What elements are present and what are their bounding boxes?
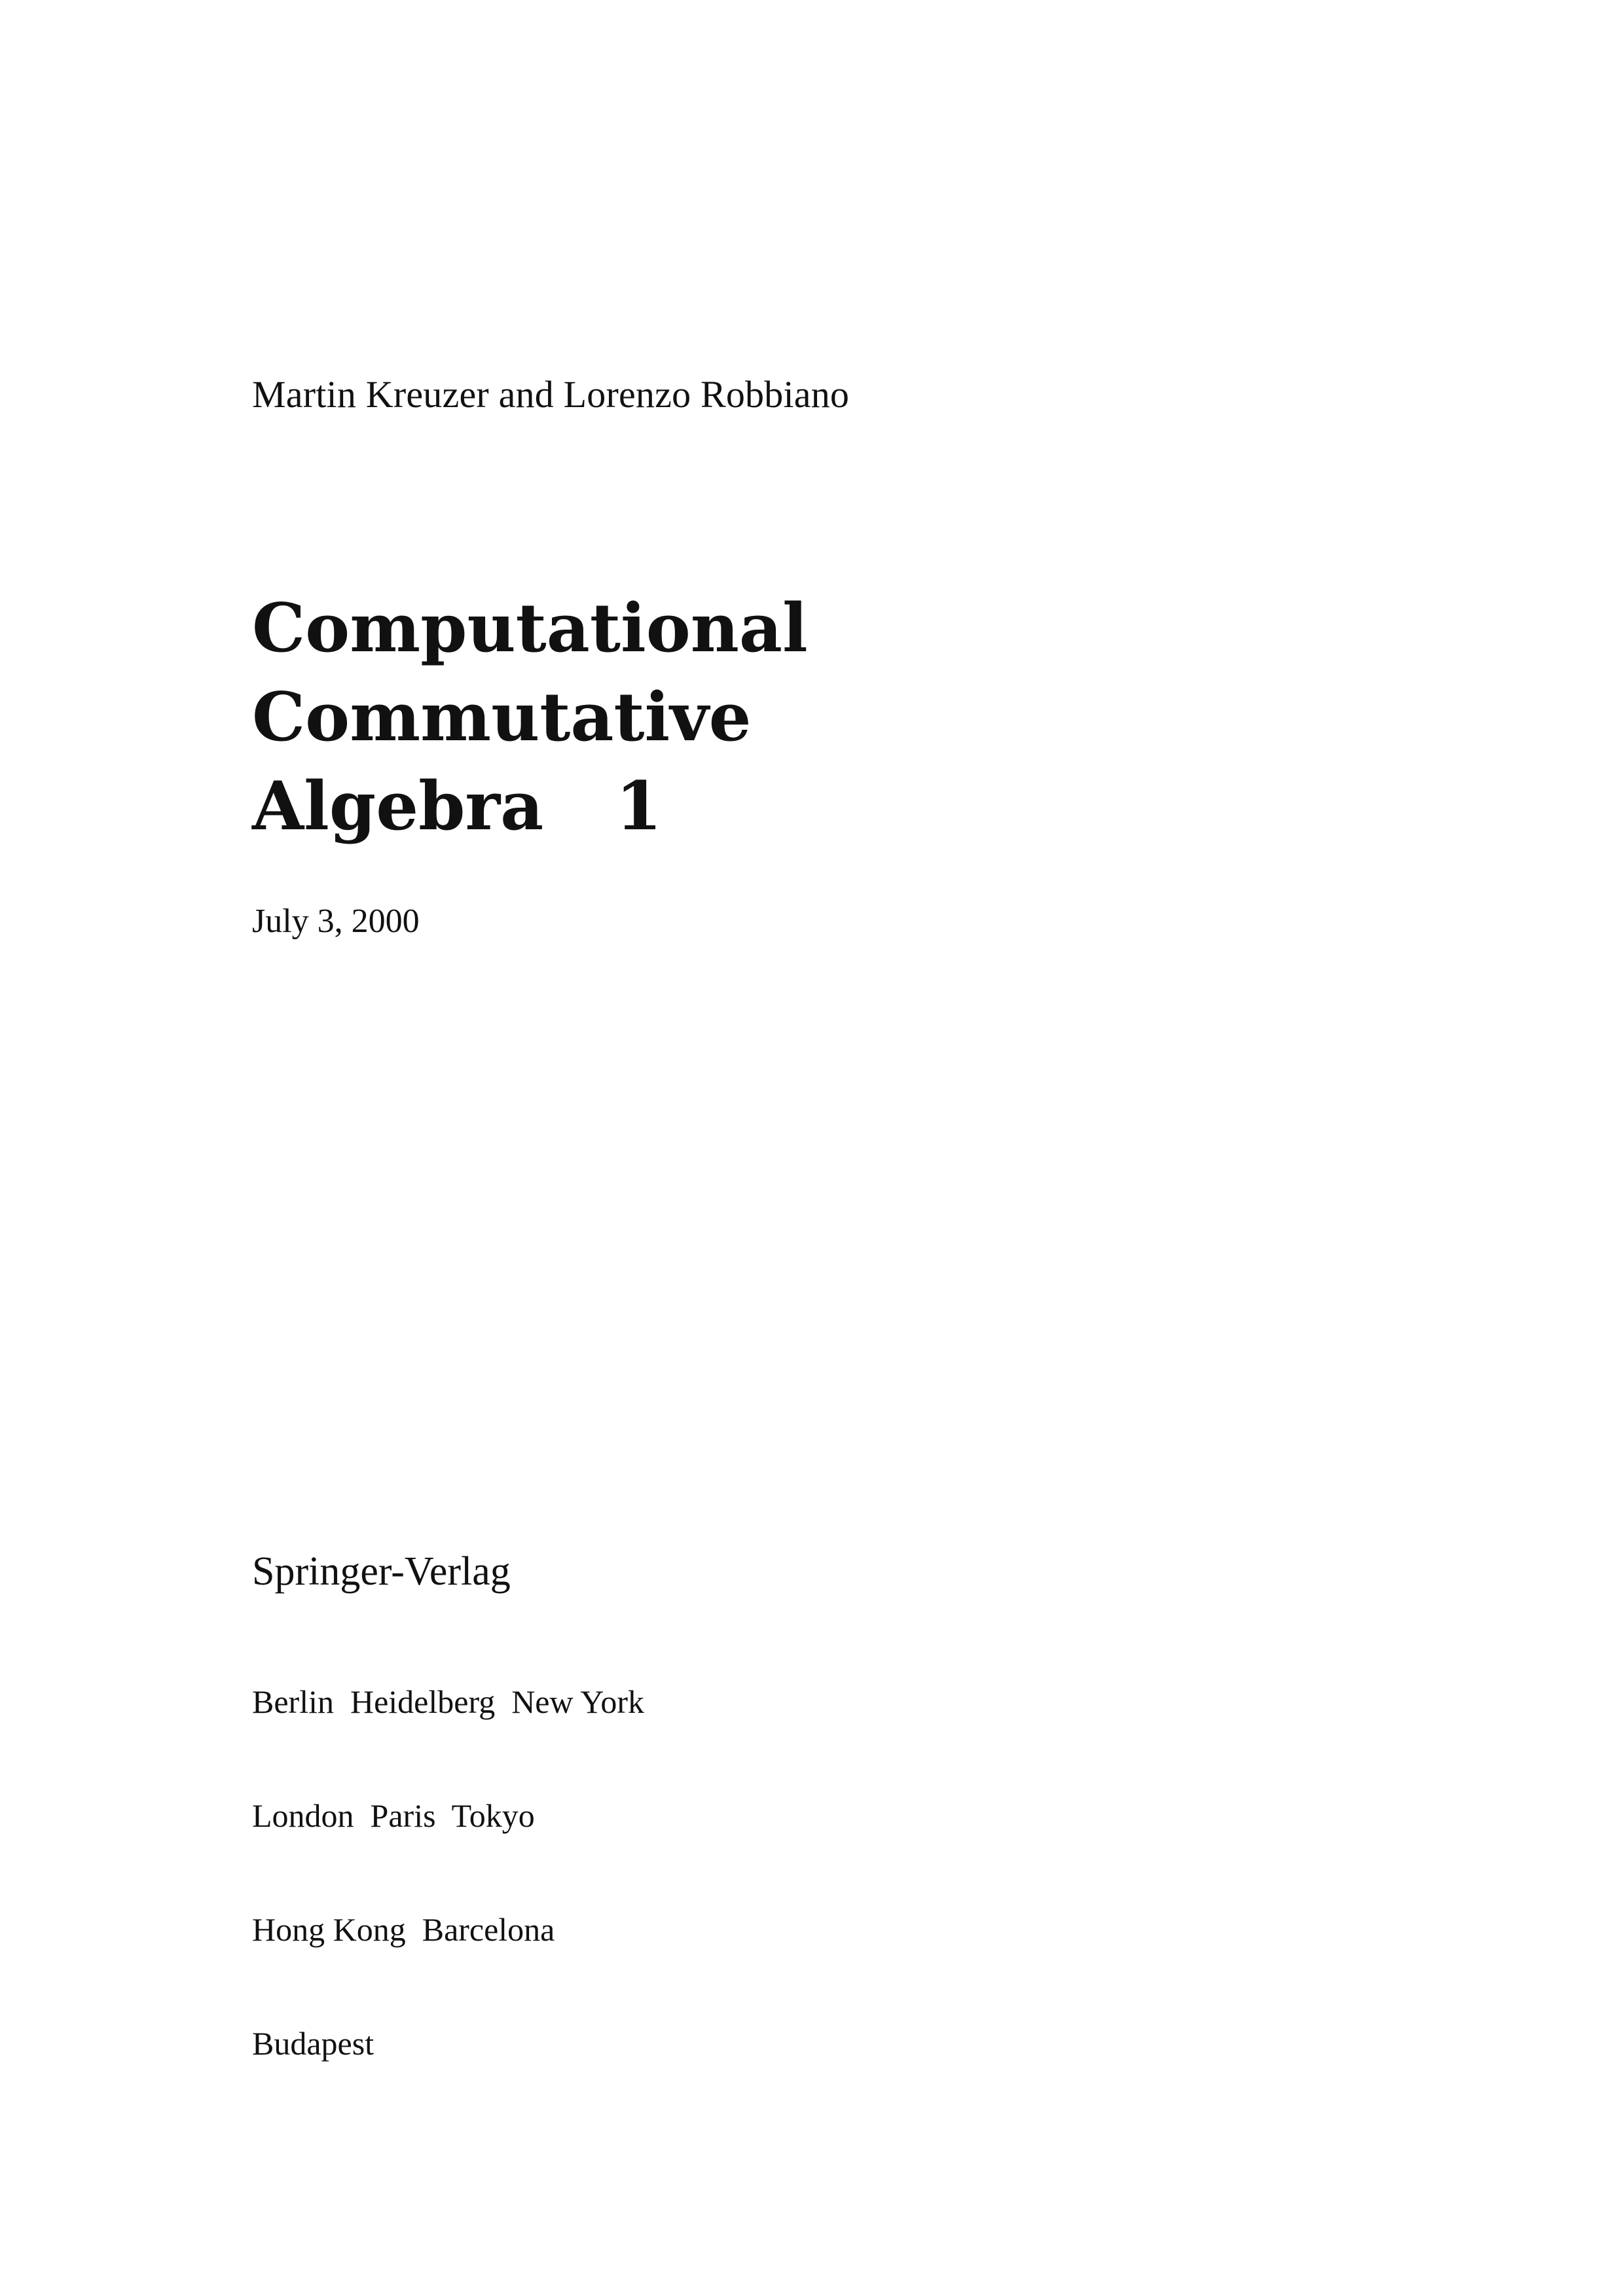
city-line-4: Budapest — [252, 2025, 374, 2062]
title-line-3 — [252, 762, 808, 851]
title-line-3-text: Algebra — [252, 767, 544, 846]
authors: Martin Kreuzer and Lorenzo Robbiano — [252, 373, 850, 416]
city-line-2: London Paris Tokyo — [252, 1797, 535, 1834]
volume-number: 1 — [615, 767, 663, 846]
city-line-1: Berlin Heidelberg New York — [252, 1683, 644, 1720]
publisher-cities — [252, 1607, 644, 2138]
title-line-1: Computational — [252, 589, 808, 668]
date: July 3, 2000 — [252, 903, 420, 940]
publisher-name: Springer-Verlag — [252, 1549, 511, 1594]
book-title — [252, 584, 808, 851]
title-line-2: Commutative — [252, 678, 752, 757]
city-line-3: Hong Kong Barcelona — [252, 1911, 555, 1948]
